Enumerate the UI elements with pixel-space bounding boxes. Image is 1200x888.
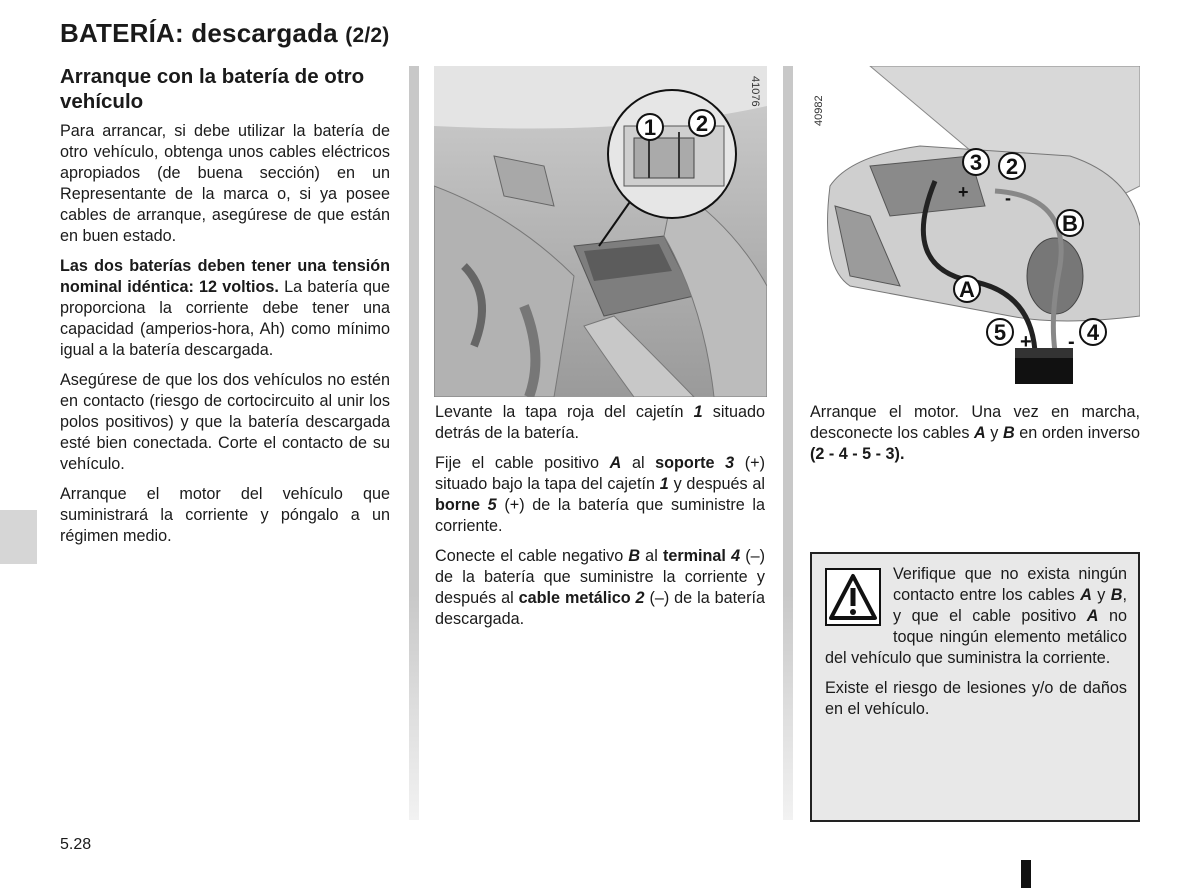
capacity-text: La batería que proporciona la corriente debe tener una capacidad (amperios-hora, Ah) como mínimo igual a la batería descargada.: [60, 278, 390, 359]
battery-minus: -: [1068, 331, 1075, 353]
callout-2b: 2: [1005, 154, 1019, 179]
plus-sign: +: [958, 182, 969, 202]
text: situado detrás de la batería.: [435, 403, 765, 442]
figure-id: 40982: [813, 95, 825, 126]
jump-start-illustration: [810, 66, 1140, 396]
callout-B: B: [1062, 211, 1078, 236]
text: al: [621, 454, 656, 472]
callout-A: A: [959, 277, 975, 302]
sequence: (2 - 4 - 5 - 3).: [810, 445, 905, 463]
warning-box: [810, 552, 1140, 822]
text: y: [985, 424, 1003, 442]
paragraph-start-engine: Arranque el motor del vehículo que suministrará la corriente y póngalo a un régimen medio.: [60, 485, 390, 545]
paragraph-positive-cable: [435, 453, 765, 537]
engine-bay-illustration: [434, 66, 767, 397]
text: y después al: [668, 475, 766, 493]
paragraph-voltage: [60, 256, 390, 361]
paragraph-disconnect: [810, 402, 1140, 465]
column-left: [60, 64, 390, 556]
text: y: [1091, 586, 1111, 604]
ref-A: A: [1086, 607, 1099, 625]
term-borne: borne: [435, 496, 480, 514]
ref-A: A: [974, 424, 986, 442]
paragraph-negative-cable: [435, 546, 765, 630]
ref-5: 5: [487, 496, 497, 514]
ref-3: 3: [725, 454, 735, 472]
paragraph-cables: Para arrancar, si debe utilizar la batería de otro vehículo, obtenga unos cables eléctricos apropiados (de buena sección) en un Representante de la marca o, si ya posee cables de arranque, asegúrese de que están en buen estado.: [60, 122, 390, 245]
text: Levante la tapa roja del cajetín: [435, 403, 694, 421]
text: (+) de la batería que suministre la corriente.: [435, 496, 766, 535]
text: Conecte el cable negativo: [435, 547, 629, 565]
ref-B: B: [1110, 586, 1123, 604]
column-right: [810, 402, 1140, 474]
ref-2: 2: [635, 589, 645, 607]
ref-B: B: [628, 547, 641, 565]
engine-bay-drawing: [434, 66, 767, 397]
text: (–) de la batería descargada.: [435, 589, 766, 628]
column-divider: [783, 66, 793, 820]
voltage-warning: Las dos baterías deben tener una tensión nominal idéntica: 12 voltios.: [60, 257, 390, 296]
text: Arranque el motor. Una vez en marcha, desconecte los cables: [810, 403, 1140, 442]
text: (+) situado bajo la tapa del cajetín: [435, 454, 765, 493]
callout-3: 3: [969, 150, 983, 175]
text: Verifique que no exista ningún contacto entre los cables: [893, 565, 1127, 604]
page-number: 5.28: [60, 836, 92, 853]
ref-4: 4: [731, 547, 741, 565]
text: (–) de la batería que suministre la corriente y después al: [435, 547, 765, 607]
callout-2: 2: [695, 111, 709, 136]
callout-5: 5: [993, 320, 1007, 345]
ref-B: B: [1002, 424, 1015, 442]
battery-plus: +: [1020, 331, 1032, 353]
text: en orden inverso: [1014, 424, 1140, 442]
text: al: [640, 547, 663, 565]
paragraph-contact: Asegúrese de que los dos vehículos no estén en contacto (riesgo de cortocircuito al unir los polos positivos) y que la batería descargada esté bien conectada. Corte el contacto de su vehículo.: [60, 371, 390, 473]
page-marker: [1021, 860, 1031, 888]
term-cable: cable metálico: [518, 589, 631, 607]
minus-sign: -: [1005, 188, 1011, 208]
warning-risk: Existe el riesgo de lesiones y/o de daños en el vehículo.: [825, 679, 1127, 718]
callout-1: 1: [643, 115, 657, 140]
column-middle: [435, 402, 765, 639]
ref-A: A: [609, 454, 622, 472]
text: no toque ningún elemento metálico del vehículo que suministra la corriente.: [825, 607, 1127, 667]
term-terminal: terminal: [662, 547, 726, 565]
figure-id: 41076: [749, 76, 761, 107]
column-divider: [409, 66, 419, 820]
jump-start-drawing: [810, 66, 1140, 396]
callout-4: 4: [1086, 320, 1100, 345]
ref-A: A: [1080, 586, 1092, 604]
term-soporte: soporte: [655, 454, 715, 472]
page-title: [60, 18, 389, 49]
page-part: (2/2): [345, 24, 390, 47]
text: Fije el cable positivo: [435, 454, 610, 472]
section-heading: Arranque con la batería de otro vehículo: [60, 65, 365, 113]
paragraph-lift-cover: [435, 402, 765, 444]
ref-1: 1: [659, 475, 669, 493]
section-tab: [0, 510, 37, 564]
warning-triangle-icon: [825, 568, 881, 626]
text: , y que el cable positivo: [893, 586, 1127, 625]
ref-1: 1: [693, 403, 703, 421]
page-title-text: BATERÍA: descargada: [60, 18, 338, 48]
